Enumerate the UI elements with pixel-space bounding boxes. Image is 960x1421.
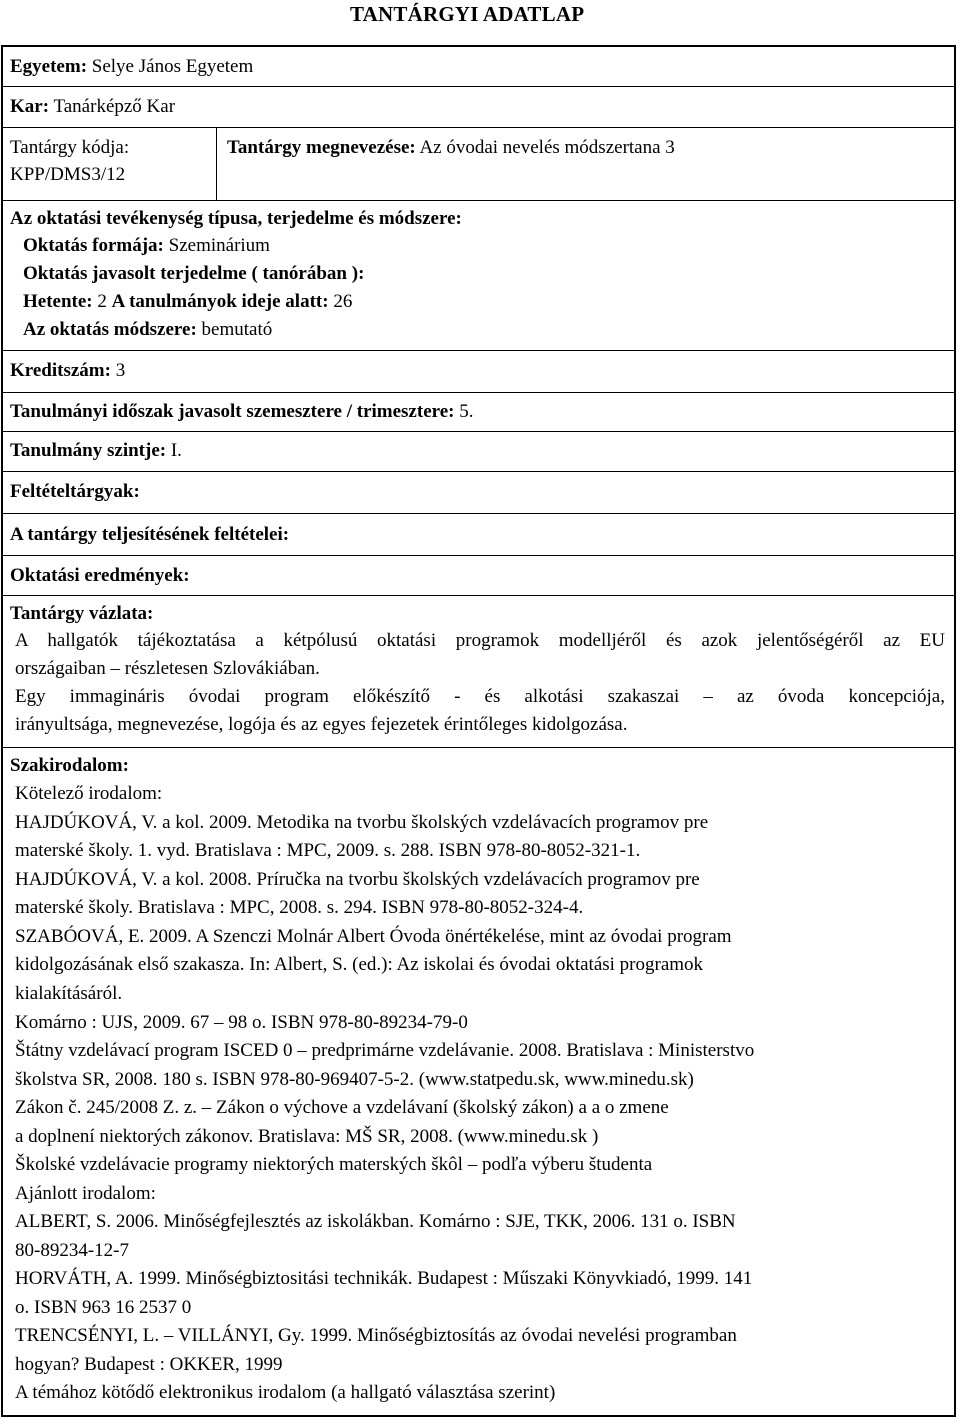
weekly-value: 2 bbox=[97, 291, 107, 312]
course-datasheet-table bbox=[1, 45, 956, 1417]
completion-label: A tantárgy teljesítésének feltételei: bbox=[10, 524, 290, 545]
teaching-hours-field bbox=[23, 288, 352, 316]
literature-line: ALBERT, S. 2006. Minőségfejlesztés az iskolákban. Komárno : SJE, TKK, 2006. 131 o. ISBN bbox=[15, 1211, 736, 1232]
course-name-value: Az óvodai nevelés módszertana 3 bbox=[419, 137, 675, 158]
semester-row bbox=[3, 393, 954, 432]
weekly-label: Hetente: bbox=[23, 291, 93, 312]
outcomes-label: Oktatási eredmények: bbox=[10, 565, 190, 586]
outline-line: A hallgatók tájékoztatása a kétpólusú oktatási programok modelljéről és azok jelentőségéről az EU bbox=[15, 630, 945, 651]
university-row bbox=[3, 47, 954, 87]
outline-label: Tantárgy vázlata: bbox=[10, 603, 154, 624]
course-code-value: KPP/DMS3/12 bbox=[10, 164, 126, 185]
semester-label: Tanulmányi időszak javasolt szemesztere / trimesztere: bbox=[10, 401, 455, 422]
faculty-row bbox=[3, 87, 954, 128]
cell-divider bbox=[216, 128, 217, 201]
literature-line: SZABÓOVÁ, E. 2009. A Szenczi Molnár Albert Óvoda önértékelése, mint az óvodai program bbox=[15, 926, 732, 947]
literature-line: A témához kötődő elektronikus irodalom (a hallgató választása szerint) bbox=[15, 1382, 556, 1403]
literature-line: HORVÁTH, A. 1999. Minőségbiztositási technikák. Budapest : Műszaki Könyvkiadó, 1999. 141 bbox=[15, 1268, 753, 1289]
outline-line: országaiban – részletesen Szlovákiában. bbox=[15, 658, 320, 679]
course-name-label: Tantárgy megnevezése: bbox=[227, 137, 416, 158]
literature-line: Ajánlott irodalom: bbox=[15, 1183, 156, 1204]
literature-section bbox=[3, 748, 954, 1417]
literature-line: o. ISBN 963 16 2537 0 bbox=[15, 1297, 192, 1318]
level-value: I. bbox=[170, 440, 182, 461]
outline-line: Egy immagináris óvodai program előkészítő - és alkotási szakaszai – az óvoda koncepciója, bbox=[15, 686, 945, 707]
credits-field bbox=[10, 357, 125, 385]
literature-line: materské školy. 1. vyd. Bratislava : MPC, 2009. s. 288. ISBN 978-80-8052-321-1. bbox=[15, 840, 641, 861]
literature-line: Štátny vzdelávací program ISCED 0 – predprimárne vzdelávanie. 2008. Bratislava : Ministerstvo bbox=[15, 1040, 755, 1061]
semester-field bbox=[10, 398, 473, 426]
activity-heading: Az oktatási tevékenység típusa, terjedelme és módszere: bbox=[10, 208, 462, 229]
literature-label: Szakirodalom: bbox=[10, 755, 129, 776]
level-label: Tanulmány szintje: bbox=[10, 440, 167, 461]
credits-label: Kreditszám: bbox=[10, 360, 111, 381]
course-code-label: Tantárgy kódja: bbox=[10, 137, 130, 158]
literature-line: kidolgozásának első szakasza. In: Albert, S. (ed.): Az iskolai és óvodai oktatási programok bbox=[15, 954, 704, 975]
credits-row bbox=[3, 351, 954, 393]
total-hours-label: A tanulmányok ideje alatt: bbox=[111, 291, 329, 312]
literature-line: a doplnení niektorých zákonov. Bratislava: MŠ SR, 2008. (www.minedu.sk ) bbox=[15, 1126, 599, 1147]
document-title: TANTÁRGYI ADATLAP bbox=[350, 2, 585, 26]
completion-row bbox=[3, 514, 954, 556]
university-field bbox=[10, 53, 253, 81]
faculty-label: Kar: bbox=[10, 96, 50, 117]
level-field bbox=[10, 437, 182, 465]
university-value: Selye János Egyetem bbox=[91, 56, 254, 77]
literature-line: hogyan? Budapest : OKKER, 1999 bbox=[15, 1354, 283, 1375]
literature-line: HAJDÚKOVÁ, V. a kol. 2009. Metodika na tvorbu školských vzdelávacích programov pre bbox=[15, 812, 709, 833]
course-code-name-row bbox=[3, 128, 954, 201]
outline-section bbox=[3, 596, 954, 748]
course-name-field bbox=[227, 134, 675, 162]
university-label: Egyetem: bbox=[10, 56, 88, 77]
literature-line: Zákon č. 245/2008 Z. z. – Zákon o výchove a vzdelávaní (školský zákon) a a o zmene bbox=[15, 1097, 669, 1118]
credits-value: 3 bbox=[115, 360, 126, 381]
literature-line: TRENCSÉNYI, L. – VILLÁNYI, Gy. 1999. Minőségbiztosítás az óvodai nevelési programban bbox=[15, 1325, 737, 1346]
activity-section bbox=[3, 201, 954, 351]
literature-line: materské školy. Bratislava : MPC, 2008. s. 294. ISBN 978-80-8052-324-4. bbox=[15, 897, 584, 918]
literature-line: Komárno : UJS, 2009. 67 – 98 o. ISBN 978-80-89234-79-0 bbox=[15, 1012, 468, 1033]
teaching-method-field bbox=[23, 316, 272, 344]
literature-line: školstva SR, 2008. 180 s. ISBN 978-80-969407-5-2. (www.statpedu.sk, www.minedu.sk) bbox=[15, 1069, 694, 1090]
teaching-form-field bbox=[23, 232, 270, 260]
total-hours-value: 26 bbox=[333, 291, 353, 312]
teaching-method-label: Az oktatás módszere: bbox=[23, 319, 197, 340]
outcomes-row bbox=[3, 556, 954, 596]
literature-line: HAJDÚKOVÁ, V. a kol. 2008. Príručka na tvorbu školských vzdelávacích programov pre bbox=[15, 869, 700, 890]
faculty-value: Tanárképző Kar bbox=[53, 96, 176, 117]
level-row bbox=[3, 432, 954, 472]
literature-line: kialakításáról. bbox=[15, 983, 123, 1004]
outline-line: irányultsága, megnevezése, logója és az egyes fejezetek érintőleges kidolgozása. bbox=[15, 714, 628, 735]
teaching-form-value: Szeminárium bbox=[168, 235, 270, 256]
semester-value: 5. bbox=[459, 401, 474, 422]
teaching-method-value: bemutató bbox=[201, 319, 273, 340]
teaching-form-label: Oktatás formája: bbox=[23, 235, 164, 256]
literature-line: 80-89234-12-7 bbox=[15, 1240, 129, 1261]
prerequisites-row bbox=[3, 472, 954, 514]
faculty-field bbox=[10, 93, 175, 121]
literature-line: Školské vzdelávacie programy niektorých materských škôl – podľa výberu študenta bbox=[15, 1154, 653, 1175]
teaching-scope-label: Oktatás javasolt terjedelme ( tanórában ): bbox=[23, 263, 365, 284]
prerequisites-label: Feltételtárgyak: bbox=[10, 481, 140, 502]
literature-line: Kötelező irodalom: bbox=[15, 783, 163, 804]
